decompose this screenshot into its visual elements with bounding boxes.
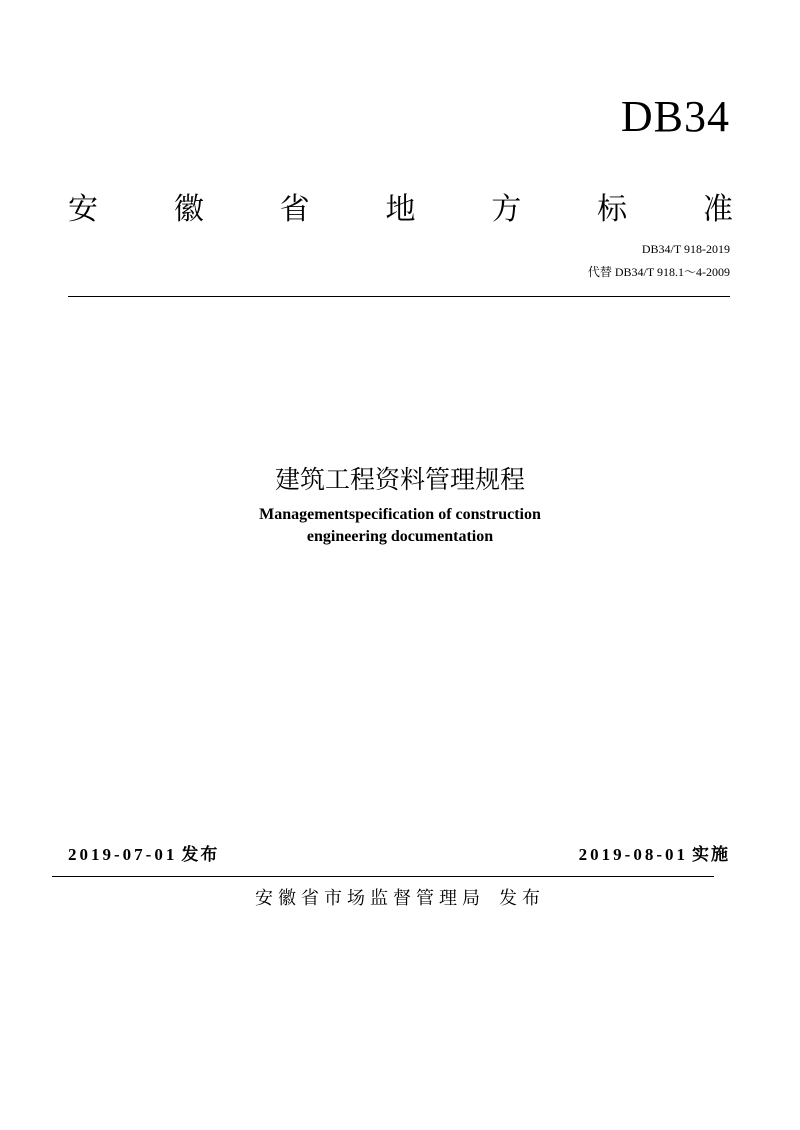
replaces-standard: 代替 DB34/T 918.1～4-2009 bbox=[587, 265, 730, 279]
document-title-zh: 建筑工程资料管理规程 bbox=[274, 465, 525, 494]
standard-code: DB34 bbox=[620, 92, 730, 141]
release-date: 2019-07-01 bbox=[68, 845, 178, 864]
release-label: 发布 bbox=[181, 845, 220, 865]
effective-date: 2019-08-01 bbox=[578, 845, 688, 864]
standard-type-char: 省 bbox=[279, 192, 310, 227]
footer-divider bbox=[52, 876, 714, 877]
effective-date-line bbox=[579, 846, 730, 864]
title-en-line: engineering documentation bbox=[306, 528, 494, 545]
issuer-name: 安徽省市场监督管理局 bbox=[255, 888, 485, 909]
issuer-action: 发布 bbox=[499, 888, 545, 909]
standard-type-char: 准 bbox=[702, 192, 733, 227]
standard-type-char: 方 bbox=[491, 192, 522, 227]
release-date-line bbox=[68, 846, 219, 864]
effective-label: 实施 bbox=[692, 845, 730, 865]
standard-type-char: 标 bbox=[597, 192, 628, 227]
standard-type-char: 地 bbox=[385, 192, 416, 227]
title-en-line: Managementspecification of construction bbox=[259, 506, 541, 523]
document-title-en bbox=[0, 504, 800, 548]
standard-type-heading bbox=[68, 192, 733, 228]
header-divider bbox=[68, 296, 730, 297]
standard-type-char: 徽 bbox=[173, 192, 204, 227]
issuer-line bbox=[0, 888, 800, 910]
standard-type-char: 安 bbox=[68, 192, 98, 227]
standard-number: DB34/T 918-2019 bbox=[641, 242, 730, 256]
